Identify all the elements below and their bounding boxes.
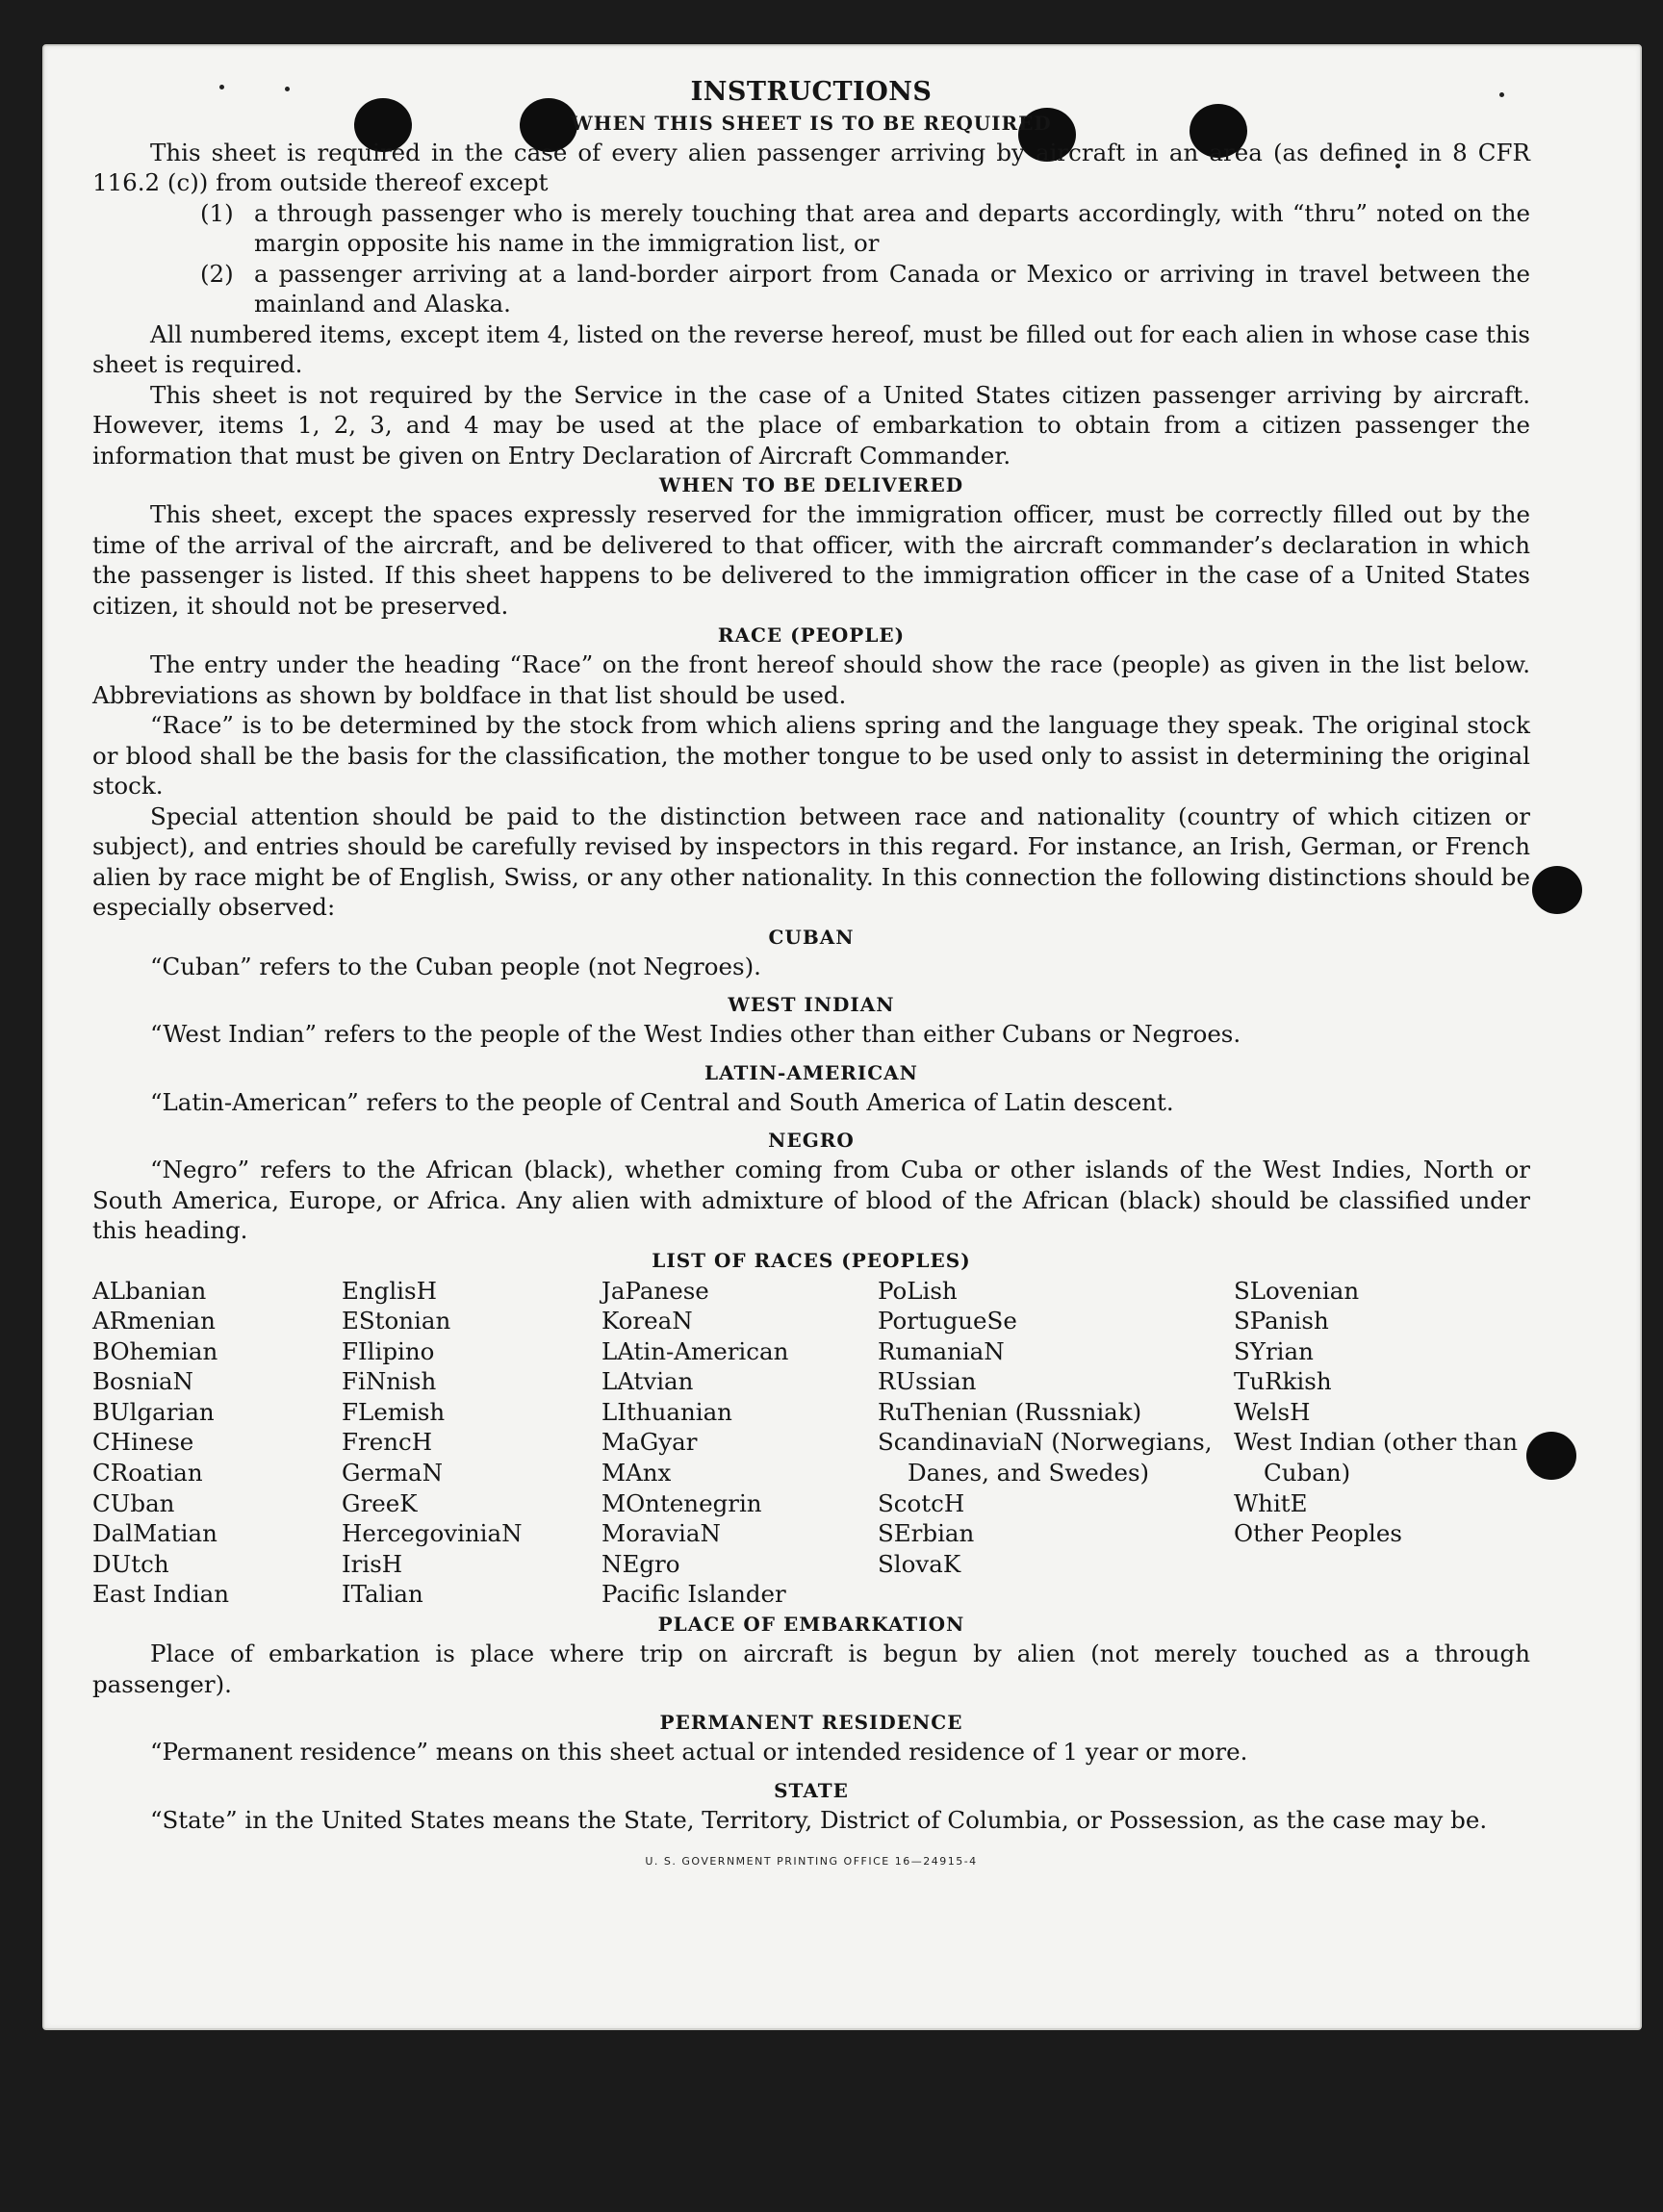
heading-negro: NEGRO xyxy=(768,1129,855,1152)
race-entry: PortugueSe xyxy=(878,1307,1017,1335)
race-entry: LIthuanian xyxy=(601,1397,732,1426)
race-entry: DalMatian xyxy=(92,1519,217,1548)
race-entry: WhitE xyxy=(1234,1488,1308,1517)
races-column xyxy=(878,1276,1234,1611)
races-column xyxy=(342,1276,601,1611)
race-entry: FLemish xyxy=(342,1397,446,1426)
race-entry: GermaN xyxy=(342,1459,444,1487)
race-entry: CHinese xyxy=(92,1428,194,1457)
race-entry: PoLish xyxy=(878,1276,958,1305)
race-entry: ALbanian xyxy=(92,1276,207,1305)
heading-when-delivered: WHEN TO BE DELIVERED xyxy=(658,473,964,496)
race-entry: RumaniaN xyxy=(878,1336,1005,1365)
race-entry: LAtvian xyxy=(601,1367,694,1396)
race-entry: EStonian xyxy=(342,1307,451,1335)
race-entry: KoreaN xyxy=(601,1307,693,1335)
paragraph: This sheet is not required by the Service in the case of a United States citizen passenger arriving by aircraft. However, items 1, 2, 3, and 4 may be used at the place of embarkation to obtain from a citizen passenger the information that must be given on Entry Declaration of Aircraft Commander. xyxy=(92,380,1530,470)
race-entry: MAnx xyxy=(601,1459,672,1487)
race-entry: IrisH xyxy=(342,1549,403,1578)
paragraph: Special attention should be paid to the distinction between race and nationality (country of which citizen or subject), and entries should be carefully revised by inspectors in this regard. For instance, an Irish, German, or French alien by race might be of English, Swiss, or any other nationality. In this connection the following distinctions should be especially observed: xyxy=(92,801,1530,921)
races-column xyxy=(601,1276,878,1611)
race-entry: FrencH xyxy=(342,1428,433,1457)
item-number: (1) xyxy=(200,198,234,227)
race-entry: CUban xyxy=(92,1488,175,1517)
race-entry: BUlgarian xyxy=(92,1397,215,1426)
race-entry: BOhemian xyxy=(92,1336,218,1365)
heading-latin-american: LATIN-AMERICAN xyxy=(704,1060,918,1084)
race-entry: EnglisH xyxy=(342,1276,437,1305)
paragraph: “West Indian” refers to the people of the West Indies other than either Cubans or Negroes. xyxy=(150,1020,1241,1048)
instructions-content xyxy=(92,75,1530,1877)
paragraph: This sheet, except the spaces expressly reserved for the immigration officer, must be correctly filled out by the time of the arrival of the aircraft, and be delivered to that officer, with the aircraft commander’s declaration in which the passenger is listed. If this sheet happens to be delivered to the immigration officer in the case of a United States citizen, it should not be preserved. xyxy=(92,500,1530,620)
paragraph: “Permanent residence” means on this sheet actual or intended residence of 1 year or more. xyxy=(150,1738,1248,1767)
item-text: a through passenger who is merely touching that area and departs accordingly, with “thru” noted on the margin opposite his name in the immigration list, or xyxy=(254,198,1530,257)
race-entry: SErbian xyxy=(878,1519,975,1548)
races-column xyxy=(1234,1276,1530,1611)
race-entry: ARmenian xyxy=(92,1307,216,1335)
paragraph: “Negro” refers to the African (black), whether coming from Cuba or other islands of the West Indies, North or South America, Europe, or Africa. Any alien with admixture of blood of the African (black) should be classified under this heading. xyxy=(92,1156,1530,1244)
race-entry: SPanish xyxy=(1234,1307,1329,1335)
race-entry: ITalian xyxy=(342,1580,423,1609)
race-entry: HercegoviniaN xyxy=(342,1519,523,1548)
race-entry: SLovenian xyxy=(1234,1276,1360,1305)
item-number: (2) xyxy=(200,259,234,288)
race-entry: RuThenian (Russniak) xyxy=(878,1397,1142,1426)
race-entry: FIlipino xyxy=(342,1336,435,1365)
exception-item xyxy=(200,259,1530,319)
paragraph: “Latin-American” refers to the people of Central and South America of Latin descent. xyxy=(150,1087,1174,1116)
item-text: a passenger arriving at a land-border airport from Canada or Mexico or arriving in travel between the mainland and Alaska. xyxy=(254,259,1530,318)
heading-embarkation: PLACE OF EMBARKATION xyxy=(657,1613,965,1637)
race-entry: CRoatian xyxy=(92,1459,203,1487)
punch-hole xyxy=(1532,866,1582,914)
heading-permanent-residence: PERMANENT RESIDENCE xyxy=(659,1711,963,1735)
punch-hole xyxy=(1526,1432,1576,1480)
heading-state: STATE xyxy=(774,1778,849,1802)
race-entry: DUtch xyxy=(92,1549,169,1578)
race-entry: MaGyar xyxy=(601,1428,698,1457)
paragraph: This sheet is required in the case of every alien passenger arriving by aircraft in an area (as defined in 8 CFR 116.2 (c)) from outside thereof except xyxy=(92,138,1530,196)
race-entry: FiNnish xyxy=(342,1367,437,1396)
heading-race: RACE (PEOPLE) xyxy=(717,623,906,647)
paragraph: “Race” is to be determined by the stock from which aliens spring and the language they speak. The original stock or blood shall be the basis for the classification, the mother tongue to be used only to assist in determining the original stock. xyxy=(92,711,1530,800)
race-entry: GreeK xyxy=(342,1488,418,1517)
race-entry: Other Peoples xyxy=(1234,1519,1402,1548)
race-entry: TuRkish xyxy=(1234,1367,1332,1396)
paragraph: The entry under the heading “Race” on the front hereof should show the race (people) as given in the list below. Abbreviations as shown by boldface in that list should be used. xyxy=(92,650,1530,709)
race-entry: SlovaK xyxy=(878,1549,961,1578)
races-column xyxy=(92,1276,342,1611)
heading-list-of-races: LIST OF RACES (PEOPLES) xyxy=(652,1248,971,1272)
race-entry: West Indian (other than Cuban) xyxy=(1234,1428,1518,1487)
race-entry: RUssian xyxy=(878,1367,977,1396)
exception-item xyxy=(200,198,1530,259)
race-entry: ScotcH xyxy=(878,1488,965,1517)
races-list xyxy=(92,1276,1530,1611)
paragraph: “State” in the United States means the State, Territory, District of Columbia, or Possession, as the case may be. xyxy=(150,1805,1488,1834)
heading-west-indian: WEST INDIAN xyxy=(728,993,895,1016)
paragraph: Place of embarkation is place where trip on aircraft is begun by alien (not merely touched as a through passenger). xyxy=(92,1640,1530,1698)
paragraph: All numbered items, except item 4, listed on the reverse hereof, must be filled out for each alien in whose case this sheet is required. xyxy=(92,319,1530,378)
page-title: INSTRUCTIONS xyxy=(690,77,933,107)
printing-office-imprint: U. S. GOVERNMENT PRINTING OFFICE 16—24915-4 xyxy=(645,1855,978,1869)
race-entry: Pacific Islander xyxy=(601,1580,786,1609)
race-entry: LAtin-American xyxy=(601,1336,789,1365)
race-entry: MoraviaN xyxy=(601,1519,721,1548)
race-entry: MOntenegrin xyxy=(601,1488,762,1517)
race-entry: East Indian xyxy=(92,1580,230,1609)
race-entry: SYrian xyxy=(1234,1336,1314,1365)
race-entry: JaPanese xyxy=(601,1276,709,1305)
race-entry: BosniaN xyxy=(92,1367,193,1396)
heading-cuban: CUBAN xyxy=(768,925,855,949)
race-entry: WelsH xyxy=(1234,1397,1311,1426)
paragraph: “Cuban” refers to the Cuban people (not Negroes). xyxy=(150,952,761,980)
race-entry: NEgro xyxy=(601,1549,680,1578)
race-entry: ScandinaviaN (Norwegians, Danes, and Swedes) xyxy=(878,1428,1213,1487)
heading-when-required: WHEN THIS SHEET IS TO BE REQUIRED xyxy=(571,111,1052,135)
